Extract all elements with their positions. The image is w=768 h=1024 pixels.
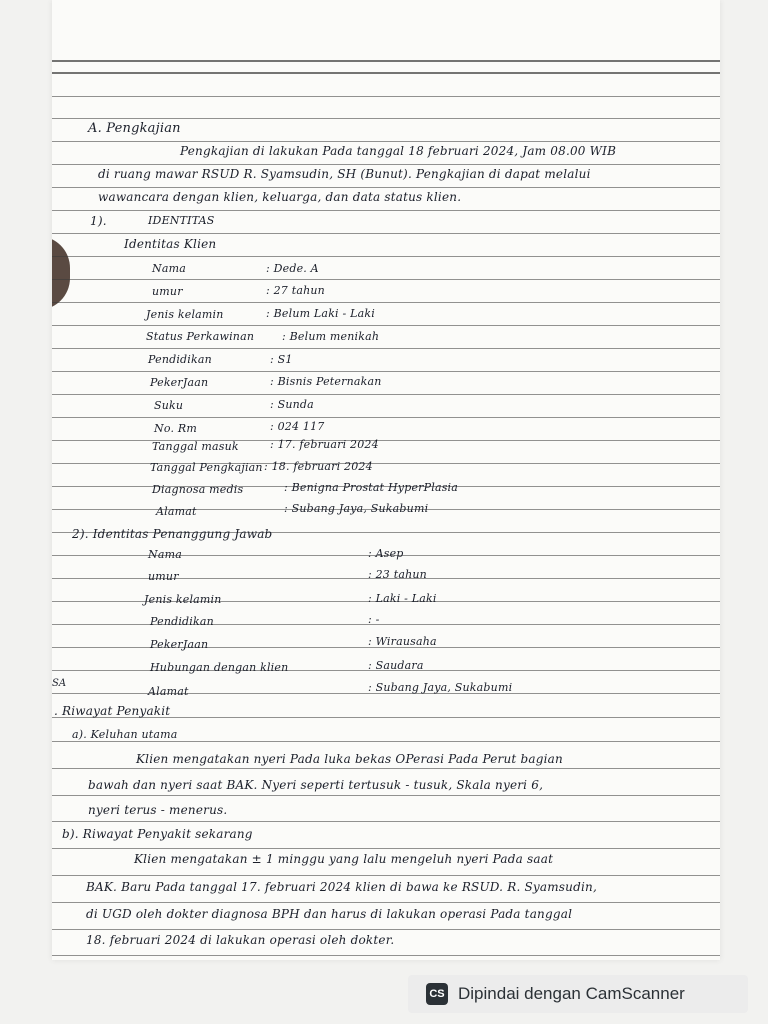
section1-number: 1).: [90, 214, 107, 228]
edge-fragment-text: SA: [52, 678, 67, 689]
identity-label: No. Rm: [154, 422, 197, 435]
guardian-label: Nama: [148, 548, 182, 561]
identity-label: Pendidikan: [148, 353, 212, 366]
section2-title: 2). Identitas Penanggung Jawab: [72, 527, 273, 541]
ruled-line: [52, 741, 720, 742]
ruled-line: [52, 417, 720, 418]
identity-value: : Dede. A: [266, 262, 319, 275]
guardian-label: Hubungan dengan klien: [150, 661, 289, 674]
guardian-value: : Wirausaha: [368, 635, 437, 648]
ruled-line: [52, 60, 720, 62]
identity-label: Status Perkawinan: [146, 330, 255, 343]
identity-label: Tanggal Pengkajian: [150, 461, 263, 474]
camscanner-logo-icon: CS: [426, 983, 448, 1005]
identity-label: Nama: [152, 262, 186, 275]
ruled-line: [52, 141, 720, 142]
section1-subtitle: Identitas Klien: [124, 237, 217, 251]
ruled-line: [52, 394, 720, 395]
intro-line: wawancara dengan klien, keluarga, dan data status klien.: [98, 190, 462, 204]
identity-value: : Subang Jaya, Sukabumi: [284, 502, 429, 515]
intro-line: Pengkajian di lakukan Pada tanggal 18 februari 2024, Jam 08.00 WIB: [180, 144, 617, 158]
identity-label: PekerJaan: [150, 376, 209, 389]
ruled-line: [52, 955, 720, 956]
sekarang-title: b). Riwayat Penyakit sekarang: [62, 827, 253, 841]
identity-value: : S1: [270, 353, 293, 366]
keluhan-line: bawah dan nyeri saat BAK. Nyeri seperti tertusuk - tusuk, Skala nyeri 6,: [88, 778, 544, 792]
guardian-label: Alamat: [148, 685, 189, 698]
binder-hole-shadow: [52, 236, 70, 310]
ruled-line: [52, 768, 720, 769]
identity-label: Tanggal masuk: [152, 440, 239, 453]
ruled-line: [52, 902, 720, 903]
ruled-line: [52, 96, 720, 97]
identity-value: : Belum menikah: [282, 330, 380, 343]
keluhan-line: nyeri terus - menerus.: [88, 803, 228, 817]
ruled-line: [52, 210, 720, 211]
keluhan-title: a). Keluhan utama: [72, 728, 178, 741]
guardian-value: : Subang Jaya, Sukabumi: [368, 681, 513, 694]
identity-value: : Bisnis Peternakan: [270, 375, 382, 388]
watermark-text: Dipindai dengan CamScanner: [458, 984, 685, 1003]
intro-line: di ruang mawar RSUD R. Syamsudin, SH (Bunut). Pengkajian di dapat melalui: [98, 167, 591, 181]
riwayat-title: . Riwayat Penyakit: [54, 704, 171, 718]
keluhan-line: Klien mengatakan nyeri Pada luka bekas OPerasi Pada Perut bagian: [136, 752, 563, 766]
ruled-line: [52, 371, 720, 372]
identity-value: : 27 tahun: [266, 284, 325, 297]
ruled-line: [52, 302, 720, 303]
guardian-label: Jenis kelamin: [144, 593, 222, 606]
ruled-line: [52, 233, 720, 234]
ruled-line: [52, 929, 720, 930]
guardian-label: PekerJaan: [150, 638, 209, 651]
identity-value: : Sunda: [270, 398, 314, 411]
sekarang-line: 18. februari 2024 di lakukan operasi oleh dokter.: [86, 933, 395, 947]
sekarang-line: Klien mengatakan ± 1 minggu yang lalu mengeluh nyeri Pada saat: [134, 852, 554, 866]
guardian-value: : Asep: [368, 547, 404, 560]
ruled-line: [52, 72, 720, 74]
guardian-value: : -: [368, 613, 380, 626]
section-title: A. Pengkajian: [88, 121, 181, 136]
section1-title: IDENTITAS: [148, 214, 215, 227]
sekarang-line: di UGD oleh dokter diagnosa BPH dan harus di lakukan operasi Pada tanggal: [86, 907, 573, 921]
ruled-line: [52, 118, 720, 119]
ruled-line: [52, 187, 720, 188]
ruled-line: [52, 848, 720, 849]
guardian-value: : 23 tahun: [368, 568, 427, 581]
ruled-line: [52, 164, 720, 165]
guardian-label: umur: [148, 570, 179, 583]
identity-label: Diagnosa medis: [152, 483, 244, 496]
ruled-line: [52, 256, 720, 257]
identity-label: umur: [152, 285, 183, 298]
identity-label: Suku: [154, 399, 184, 412]
identity-label: Alamat: [156, 505, 197, 518]
ruled-line: [52, 795, 720, 796]
ruled-line: [52, 348, 720, 349]
identity-value: : 18. februari 2024: [264, 460, 373, 473]
camscanner-watermark: [408, 975, 748, 1013]
ruled-line: [52, 279, 720, 280]
identity-value: : 17. februari 2024: [270, 438, 379, 451]
guardian-value: : Saudara: [368, 659, 424, 672]
guardian-value: : Laki - Laki: [368, 592, 437, 605]
identity-label: Jenis kelamin: [146, 308, 224, 321]
sekarang-line: BAK. Baru Pada tanggal 17. februari 2024 klien di bawa ke RSUD. R. Syamsudin,: [86, 880, 597, 894]
identity-value: : Benigna Prostat HyperPlasia: [284, 481, 459, 494]
guardian-label: Pendidikan: [150, 615, 214, 628]
ruled-line: [52, 821, 720, 822]
identity-value: : 024 117: [270, 420, 325, 433]
identity-value: : Belum Laki - Laki: [266, 307, 375, 320]
scanned-notebook-page: [52, 0, 720, 960]
ruled-line: [52, 325, 720, 326]
ruled-line: [52, 875, 720, 876]
